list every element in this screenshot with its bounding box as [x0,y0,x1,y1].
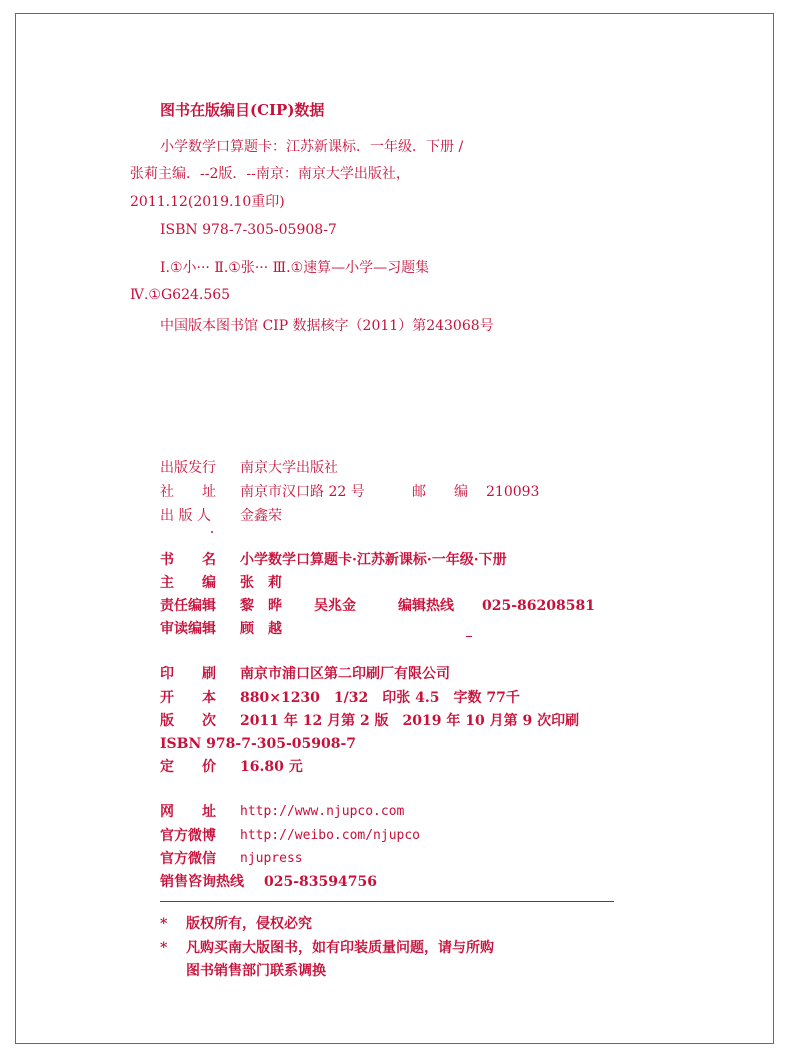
sales-hotline-value: 025-83594756 [264,874,377,890]
cip-classification-1: Ⅰ.①小··· Ⅱ.①张··· Ⅲ.①速算—小学—习题集 [160,260,430,276]
website-label: 网 址 [160,804,216,820]
note-quality-2: 图书销售部门联系调换 [186,963,326,979]
cip-classification-2: Ⅳ.①G624.565 [130,287,231,303]
edition-value: 2011 年 12 月第 2 版 2019 年 10 月第 9 次印刷 [240,713,580,729]
issue-value: 南京大学出版社 [240,460,338,476]
stray-dot [211,531,213,533]
responsible-editor-value-1: 黎 晔 [240,598,282,614]
cip-line-3: 2011.12(2019.10重印) [130,194,285,210]
stray-mark [466,636,472,637]
weibo-value: http://weibo.com/njupco [240,828,421,843]
cip-isbn: ISBN 978-7-305-05908-7 [160,222,337,238]
printer-value: 南京市浦口区第二印刷厂有限公司 [240,666,450,682]
format-value: 880×1230 1/32 印张 4.5 字数 77千 [240,690,520,706]
chief-editor-label: 主 编 [160,575,216,591]
wechat-value: njupress [240,851,303,866]
postcode-label: 邮 编 [412,484,468,500]
review-editor-label: 审读编辑 [160,621,216,637]
edit-hotline-label: 编辑热线 [398,598,454,614]
notes-divider [160,901,614,902]
review-editor-value: 顾 越 [240,621,282,637]
cip-line-2: 张莉主编．--2版．--南京：南京大学出版社， [130,166,410,182]
publisher-person-value: 金鑫荣 [240,508,282,524]
note-star-2: * [160,940,168,956]
note-quality-1: 凡购买南大版图书，如有印装质量问题，请与所购 [186,940,494,956]
print-isbn: ISBN 978-7-305-05908-7 [160,736,357,752]
edition-label: 版 次 [160,713,216,729]
postcode-value: 210093 [486,484,540,500]
format-label: 开 本 [160,690,216,706]
cip-heading: 图书在版编目(CIP)数据 [160,101,325,119]
issue-label: 出版发行 [160,460,216,476]
wechat-label: 官方微信 [160,851,216,867]
chief-editor-value: 张 莉 [240,575,282,591]
book-title-value: 小学数学口算题卡·江苏新课标·一年级·下册 [240,552,507,568]
address-label: 社 址 [160,484,216,500]
weibo-label: 官方微博 [160,828,216,844]
responsible-editor-value-2: 吴兆金 [314,598,356,614]
cip-record-number: 中国版本图书馆 CIP 数据核字（2011）第243068号 [160,318,494,334]
sales-hotline-label: 销售咨询热线 [160,874,244,890]
responsible-editor-label: 责任编辑 [160,598,216,614]
price-value: 16.80 元 [240,759,303,775]
website-value: http://www.njupco.com [240,804,405,819]
publisher-person-label: 出 版 人 [160,508,211,524]
cip-line-1: 小学数学口算题卡：江苏新课标．一年级．下册 / [160,139,464,155]
printer-label: 印 刷 [160,666,216,682]
note-star-1: * [160,916,168,932]
address-value: 南京市汉口路 22 号 [240,484,365,500]
price-label: 定 价 [160,759,216,775]
edit-hotline-value: 025-86208581 [482,598,595,614]
note-copyright: 版权所有，侵权必究 [186,916,312,932]
book-title-label: 书 名 [160,552,216,568]
